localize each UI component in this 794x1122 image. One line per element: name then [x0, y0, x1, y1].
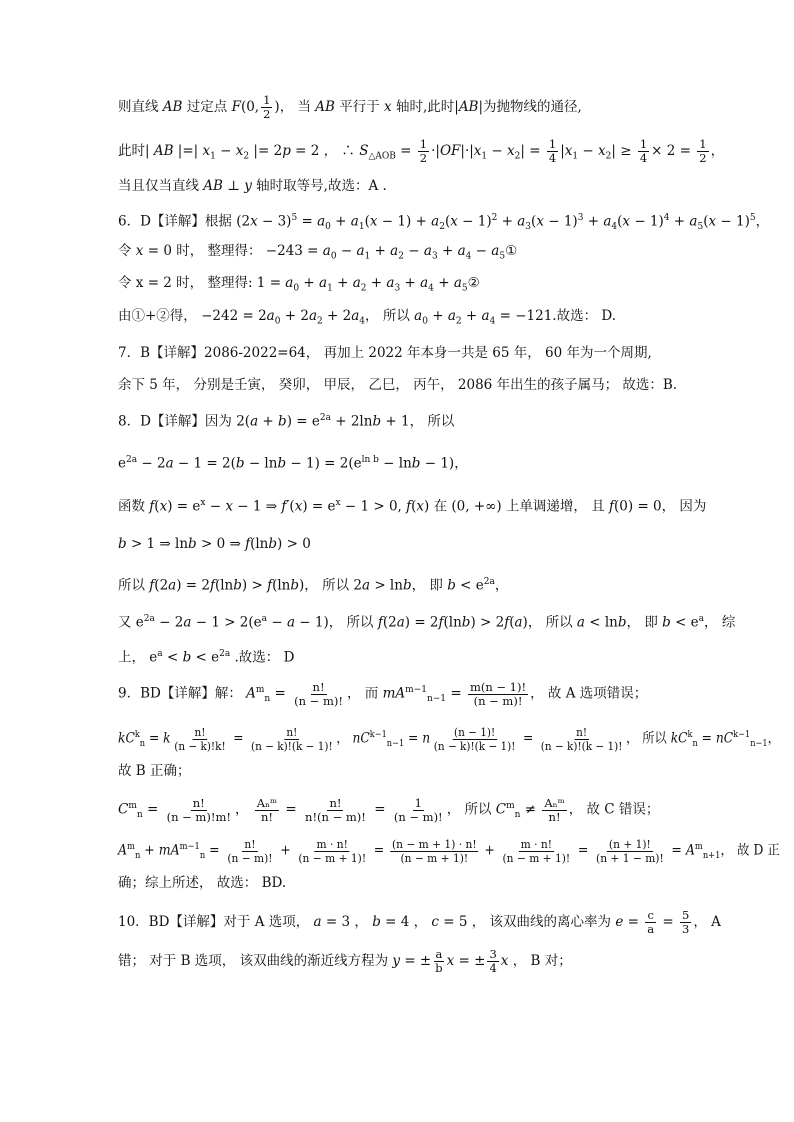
denominator: (n − m)! — [227, 850, 273, 865]
denominator: (n − k)!(k − 1)! — [540, 738, 623, 753]
superscript: 2a — [219, 649, 231, 659]
denominator: 4 — [548, 151, 557, 165]
text-line-l5: 令 x = 0 时， 整理得： $-243 = a_0 - a_1 + a_2 - a_3 + a_4$ − $a_5①$ — [118, 243, 518, 262]
math-variable: nC — [715, 730, 734, 747]
math-variable: a — [514, 614, 523, 631]
math-variable: f — [245, 536, 251, 552]
subscript: 2 — [317, 316, 323, 327]
numerator: m(n − 1)! — [469, 679, 527, 694]
math-variable: f — [377, 614, 383, 631]
text-line-l19: 故 B 正确； — [118, 763, 191, 779]
math-variable: x — [507, 143, 515, 159]
math-variable: x — [450, 213, 458, 230]
math-variable: a — [491, 243, 500, 259]
denominator: (n − m + 1)! — [400, 850, 469, 865]
math-variable: x — [708, 213, 717, 230]
subscript: n−1 — [386, 739, 405, 750]
fraction — [542, 797, 566, 824]
math-variable: a — [350, 213, 359, 230]
math-variable: b — [235, 455, 245, 472]
math-variable: b — [278, 413, 287, 430]
math-variable: a — [390, 243, 399, 259]
math-variable: a — [386, 275, 395, 291]
numerator: n! — [286, 724, 298, 739]
subscript: n — [136, 810, 143, 821]
numerator: 1 — [639, 137, 648, 151]
superscript: m−1 — [405, 685, 427, 695]
math-variable: A — [118, 842, 128, 859]
math-variable: b — [233, 577, 242, 594]
denominator: n!(n − m)! — [305, 809, 366, 824]
math-variable: AB — [162, 99, 183, 115]
subscript: 2 — [243, 151, 250, 162]
subscript: △AOB — [368, 151, 396, 162]
subscript: 2 — [439, 222, 445, 233]
subscript: n−1 — [750, 739, 768, 750]
numerator: 1 — [414, 795, 422, 810]
math-variable: b — [662, 614, 671, 631]
fraction — [261, 94, 272, 121]
math-variable: b — [411, 455, 421, 472]
math-variable: AB — [458, 99, 479, 115]
math-variable: a — [481, 308, 490, 324]
fraction — [468, 681, 528, 708]
superscript: ln b — [361, 455, 379, 465]
subscript: 5 — [461, 283, 468, 294]
fraction — [225, 838, 274, 865]
math-variable: a — [286, 614, 295, 631]
subscript: n — [692, 739, 698, 750]
subscript: 1 — [364, 251, 371, 262]
math-variable: c — [431, 914, 439, 930]
math-variable: f′ — [281, 498, 290, 515]
numerator: (n + 1)! — [608, 836, 651, 851]
math-variable: x — [384, 99, 392, 115]
subscript: 5 — [499, 251, 506, 262]
math-variable: a — [356, 243, 365, 259]
subscript: 1 — [572, 151, 579, 162]
fraction — [297, 838, 368, 865]
superscript: 2a — [143, 614, 155, 624]
numerator: 3 — [489, 947, 497, 961]
fraction — [390, 838, 478, 865]
math-variable: a — [165, 455, 174, 472]
math-variable: x — [235, 143, 244, 159]
denominator: (n − m)!m! — [166, 809, 231, 824]
math-variable: a — [168, 577, 177, 594]
denominator: b — [435, 961, 443, 975]
numerator: a — [435, 947, 443, 961]
fraction — [249, 726, 334, 753]
math-variable: b — [402, 577, 412, 594]
denominator: 4 — [489, 961, 497, 975]
math-variable: x — [294, 498, 303, 515]
fraction — [645, 909, 656, 936]
superscript: m — [255, 685, 265, 695]
fraction — [303, 797, 368, 824]
numerator: n! — [576, 724, 588, 739]
math-variable: x — [622, 213, 631, 230]
superscript: k−1 — [733, 730, 751, 740]
subscript: 2 — [514, 151, 521, 162]
subscript: 1 — [210, 151, 216, 162]
superscript: 3 — [577, 213, 584, 223]
math-variable: a — [689, 213, 698, 230]
math-variable: f — [504, 614, 510, 631]
fraction — [680, 909, 691, 936]
math-variable: a — [423, 243, 432, 259]
text-line-l23: 10．BD【详解】对于 A 选项， a = 3 ， b = 4 ， c = 5 ， 该双曲线的离心率为 e = $\frac{c}{a}$ = $\frac{5}{3}$ ， A — [118, 908, 721, 936]
fraction — [697, 138, 708, 165]
superscript: m — [127, 842, 135, 852]
math-variable: a — [457, 243, 466, 259]
math-variable: a — [431, 213, 440, 230]
math-variable: x — [446, 953, 455, 969]
math-variable: x — [202, 143, 211, 159]
superscript: 2a — [319, 413, 331, 423]
superscript: 5 — [749, 213, 756, 223]
denominator: (n + 1 − m)! — [596, 850, 664, 865]
denominator: (n − k)!(k − 1)! — [251, 738, 333, 753]
math-variable: b — [188, 536, 197, 552]
math-variable: a — [453, 275, 462, 291]
math-variable: x — [500, 953, 509, 969]
fraction — [172, 726, 227, 753]
text-line-l20: $C^m_n$ = $\frac{n!}{(n - m)!m!}$ ， $\frac{\text{Aₙᵐ}}{n!}$ = $\frac{n!}{n!(n - m)!}$ = $\frac{1}{(n - m)!}$ ， 所以 $C^m_n$ ≠ $\frac{\text{Aₙᵐ}}{n!}$ ， 故 C 错误； — [118, 795, 660, 824]
denominator: n! — [548, 809, 561, 824]
superscript: k — [134, 730, 140, 740]
denominator: a — [647, 922, 655, 936]
numerator: m · n! — [316, 836, 348, 851]
subscript: 0 — [293, 283, 300, 294]
math-variable: kC — [670, 730, 688, 747]
math-variable: x — [225, 498, 233, 515]
subscript: 1 — [327, 283, 333, 294]
math-variable: a — [414, 308, 423, 324]
math-variable: b — [617, 614, 627, 631]
math-variable: a — [517, 213, 526, 230]
math-variable: b — [268, 536, 278, 552]
text-line-l6: 令 x = 2 时， 整理得: $1 = a_0 + a_1 + a_2 + a_3 + a_4$ + $a_5②$ — [118, 275, 480, 294]
math-variable: AB — [203, 178, 223, 194]
math-variable: a — [352, 275, 361, 291]
math-variable: a — [319, 275, 328, 291]
subscript: 3 — [431, 251, 438, 262]
fraction — [638, 138, 649, 165]
text-line-l8: 7．B【详解】2086-2022=64， 再加上 2022 年本身一共是 65 年， 60 年为一个周期, — [118, 345, 652, 361]
denominator: (n − m)! — [393, 809, 443, 824]
subscript: 4 — [489, 316, 496, 327]
math-variable: a — [266, 308, 275, 324]
text-line-l21: $A^m_n + mA^{m-1}_n$ = $\frac{n!}{(n - m)!}$ + $\frac{m \cdot n!}{(n - m + 1)!}$ = $\frac{(n - m + 1) \cdot n!}{(n - m + 1)!}$ + $\frac{m \cdot n!}{(n - m + 1)!}$ = $\frac{(n + 1)!}{(n + 1 - m)!}$ = $A^m_{n+1}$， 故 D 正 — [118, 836, 780, 865]
subscript: 5 — [697, 222, 704, 233]
fraction — [539, 726, 624, 753]
superscript: 4 — [663, 213, 670, 223]
text-line-l11: $e^{2a} - 2a - 1 = 2(b - \ln b - 1) = 2(e^{ln b} - \ln b - 1)$， — [118, 455, 468, 472]
text-line-l12: 函数 $f(x) = e^x - x - 1$ ⇒ $f'(x) = e^x - 1 > 0$, f(x) 在 (0, +∞) 上单调递增， 且 f(0) = 0， 因为 — [118, 498, 707, 515]
fraction — [255, 797, 279, 824]
numerator: n! — [194, 724, 206, 739]
subscript: 4 — [611, 222, 618, 233]
subscript: 0 — [274, 316, 281, 327]
math-variable: a — [351, 308, 360, 324]
math-variable: y — [244, 178, 252, 194]
math-variable: e — [615, 914, 624, 930]
math-variable: f — [609, 498, 615, 515]
subscript: 1 — [358, 222, 365, 233]
math-variable: k — [163, 730, 171, 747]
math-variable: x — [564, 143, 573, 159]
math-variable: C — [495, 801, 507, 818]
subscript: 4 — [465, 251, 472, 262]
subscript: 2 — [455, 316, 462, 327]
fraction — [432, 726, 517, 753]
numerator: 1 — [263, 93, 271, 107]
math-variable: b — [372, 413, 382, 430]
math-variable: x — [536, 213, 544, 230]
subscript: 4 — [428, 283, 434, 294]
denominator: (n − m)! — [473, 693, 523, 708]
denominator: 2 — [699, 151, 707, 165]
math-variable: A — [246, 685, 256, 702]
superscript: m — [694, 842, 703, 852]
numerator: n! — [244, 836, 256, 851]
math-variable: a — [308, 308, 318, 324]
math-variable: b — [277, 455, 287, 472]
superscript: k — [687, 730, 693, 740]
fraction — [594, 838, 665, 865]
subscript: 3 — [394, 283, 401, 294]
math-variable: x — [159, 498, 168, 515]
text-line-l2: 此时| AB |=| $x_1 - x_2$ |= 2p = 2 ， ∴ $S_{\triangle AOB}$ = $\frac{1}{2}$ $\cdot|OF|\cdot|x_1 - x_2|$ = $\frac{1}{4}$ $|x_1 - x_2|$ ≥ $\frac{1}{4}$ × 2 = $\frac{1}{2}$ ， — [118, 137, 725, 165]
math-variable: b — [118, 536, 127, 552]
denominator: 2 — [419, 151, 428, 165]
superscript: x — [200, 498, 206, 508]
math-variable: b — [461, 614, 471, 631]
numerator: 1 — [699, 137, 707, 151]
math-variable: kC — [118, 730, 135, 747]
superscript: a — [698, 614, 705, 624]
text-line-l4: 6．D【详解】根据 $(2x - 3)^5 = a_0 + a_1(x - 1) + a_2(x - 1)^2 + a_3(x - 1)^3 + a_4(x - 1)^4 + a_5(x - 1)^5$， — [118, 213, 770, 233]
math-variable: f — [209, 577, 215, 594]
denominator: (n − k)!(k − 1)! — [433, 738, 516, 753]
math-variable: y — [392, 953, 401, 969]
text-line-l14: 所以 f(2a) = 2f(lnb) > f(lnb)， 所以 2a > lnb， 即 $b < e^{2a}$， — [118, 577, 509, 594]
numerator: 1 — [419, 137, 428, 151]
math-variable: f — [406, 498, 412, 515]
text-line-l1: 则直线 AB 过定点 F(0, $\frac{1}{2}$ )， 当 AB 平行于 x 轴时,此时|AB|为抛物线的通径, — [118, 93, 582, 121]
math-variable: a — [317, 213, 326, 230]
math-variable: p — [282, 143, 291, 159]
superscript: 2a — [483, 577, 495, 587]
math-variable: AB — [153, 143, 174, 159]
math-variable: f — [149, 498, 155, 515]
math-variable: b — [290, 577, 300, 594]
denominator: 3 — [682, 922, 690, 936]
numerator: Aₙᵐ — [256, 795, 278, 810]
superscript: m — [506, 801, 515, 811]
text-line-l3: 当且仅当直线 AB ⊥ y 轴时取等号,故选：A . — [118, 178, 387, 194]
math-variable: F — [231, 99, 241, 115]
numerator: (n − 1)! — [454, 724, 496, 739]
denominator: (n − m + 1)! — [502, 850, 571, 865]
math-variable: S — [359, 143, 369, 159]
denominator: (n − m)! — [294, 693, 343, 708]
math-variable: b — [372, 914, 381, 930]
superscript: 5 — [291, 213, 298, 223]
math-variable: a — [313, 914, 322, 930]
math-variable: AB — [315, 99, 335, 115]
math-variable: OF — [439, 143, 461, 159]
math-variable: a — [183, 614, 192, 631]
numerator: 5 — [682, 908, 690, 922]
superscript: x — [335, 498, 341, 508]
text-line-l18: $kC^k_n = k$ $\frac{n!}{(n - k)!k!}$ = $\frac{n!}{(n - k)!(k - 1)!}$ ， $nC^{k-1}_{n-1} = n$ $\frac{(n - 1)!}{(n - k)!(k - 1)!}$ = $\frac{n!}{(n - k)!(k - 1)!}$ ， 所以 $kC^k_n = nC^{k-1}_{n-1}$， — [118, 724, 780, 753]
numerator: n! — [329, 795, 342, 810]
subscript: n−1 — [426, 694, 447, 705]
math-variable: f — [267, 577, 273, 594]
math-variable: a — [361, 577, 371, 594]
superscript: 2 — [491, 213, 498, 223]
subscript: n — [134, 851, 141, 862]
subscript: n — [199, 851, 206, 862]
math-variable: x — [416, 498, 425, 515]
math-variable: mA — [158, 842, 180, 859]
math-variable: x — [369, 213, 378, 230]
text-line-l17: 9．BD【详解】解： $A^m_n$ = $\frac{n!}{(n - m)!}$ ， 而 $mA^{m-1}_{n-1}$ = $\frac{m(n - 1)!}{(n - m)!}$ ， 故 A 选项错误； — [118, 679, 648, 708]
denominator: 2 — [263, 107, 271, 121]
math-variable: n — [422, 730, 431, 747]
subscript: 1 — [481, 151, 488, 162]
math-variable: x — [473, 143, 482, 159]
subscript: n — [139, 739, 146, 750]
math-variable: A — [685, 842, 695, 859]
superscript: a — [157, 649, 163, 659]
superscript: m−1 — [179, 842, 200, 852]
subscript: 2 — [605, 151, 612, 162]
math-variable: b — [182, 649, 192, 666]
text-line-l15: 又 $e^{2a} - 2a - 1 > 2(e^a - a - 1)$， 所以 f(2a) = 2f(lnb) > 2f(a)， 所以 a < lnb， 即 $b < e^a$， 综 — [118, 614, 736, 631]
fraction — [433, 948, 444, 975]
math-variable: a — [447, 308, 456, 324]
subscript: 2 — [398, 251, 404, 262]
subscript: n+1 — [702, 851, 721, 862]
numerator: Aₙᵐ — [544, 795, 565, 810]
text-line-l13: b > 1 ⇒ lnb > 0 ⇒ f(lnb) > 0 — [118, 536, 311, 552]
math-variable: a — [420, 275, 429, 291]
superscript: 2a — [126, 455, 138, 465]
text-line-l10: 8．D【详解】因为 $2(a + b) = e^{2a} + 2\ln b + 1$， 所以 — [118, 413, 455, 430]
subscript: 3 — [525, 222, 532, 233]
numerator: c — [647, 908, 654, 922]
denominator: (n − m + 1)! — [298, 850, 367, 865]
text-line-l16: 上， $e^a < b < e^{2a}$ .故选： D — [118, 649, 295, 666]
math-variable: b — [447, 577, 456, 594]
denominator: (n − k)!k! — [174, 738, 226, 753]
math-variable: a — [285, 275, 294, 291]
math-variable: nC — [352, 730, 370, 747]
math-variable: a — [322, 243, 331, 259]
math-variable: f — [149, 577, 155, 594]
math-variable: x — [598, 143, 606, 159]
text-line-l7: 由①+②得， $-242 = 2a_0 + 2a_2 + 2a_4$， 所以 $a_0 + a_2 + a_4 = -121$.故选： D. — [118, 308, 617, 327]
math-variable: C — [118, 801, 129, 818]
subscript: 0 — [422, 316, 428, 327]
math-variable: x — [250, 213, 258, 230]
subscript: 2 — [360, 283, 367, 294]
fraction — [501, 838, 572, 865]
numerator: n! — [192, 795, 205, 810]
math-variable: a — [396, 614, 405, 631]
math-variable: a — [603, 213, 612, 230]
text-line-l22: 确；综上所述， 故选： BD. — [118, 875, 287, 891]
subscript: 0 — [325, 222, 331, 233]
math-variable: f — [438, 614, 444, 631]
math-variable: x — [135, 243, 144, 259]
text-line-l9: 余下 5 年， 分别是壬寅， 癸卯， 甲辰， 乙巳， 丙午， 2086 年出生的孩子属马； 故选：B. — [118, 377, 678, 393]
subscript: n — [514, 810, 521, 821]
fraction — [487, 948, 498, 975]
numerator: m · n! — [520, 836, 553, 851]
subscript: 0 — [330, 251, 337, 262]
numerator: (n − m + 1) · n! — [391, 836, 477, 851]
math-variable: a — [576, 614, 585, 631]
subscript: n — [264, 694, 271, 705]
text-line-l24: 错； 对于 B 选项， 该双曲线的渐近线方程为 y = ± $\frac{a}{b}$ x = ± $\frac{3}{4}$ x ， B 对； — [118, 947, 572, 975]
math-variable: a — [250, 413, 259, 430]
subscript: 4 — [359, 316, 366, 327]
numerator: 1 — [548, 137, 557, 151]
denominator: 4 — [639, 151, 648, 165]
fraction — [392, 797, 445, 824]
superscript: k−1 — [369, 730, 387, 740]
math-variable: mA — [382, 685, 406, 702]
denominator: n! — [260, 809, 273, 824]
fraction — [547, 138, 558, 165]
numerator: n! — [312, 679, 325, 694]
fraction — [418, 138, 429, 165]
fraction — [292, 681, 345, 708]
superscript: a — [261, 614, 268, 624]
superscript: m — [128, 801, 137, 811]
fraction — [165, 797, 233, 824]
